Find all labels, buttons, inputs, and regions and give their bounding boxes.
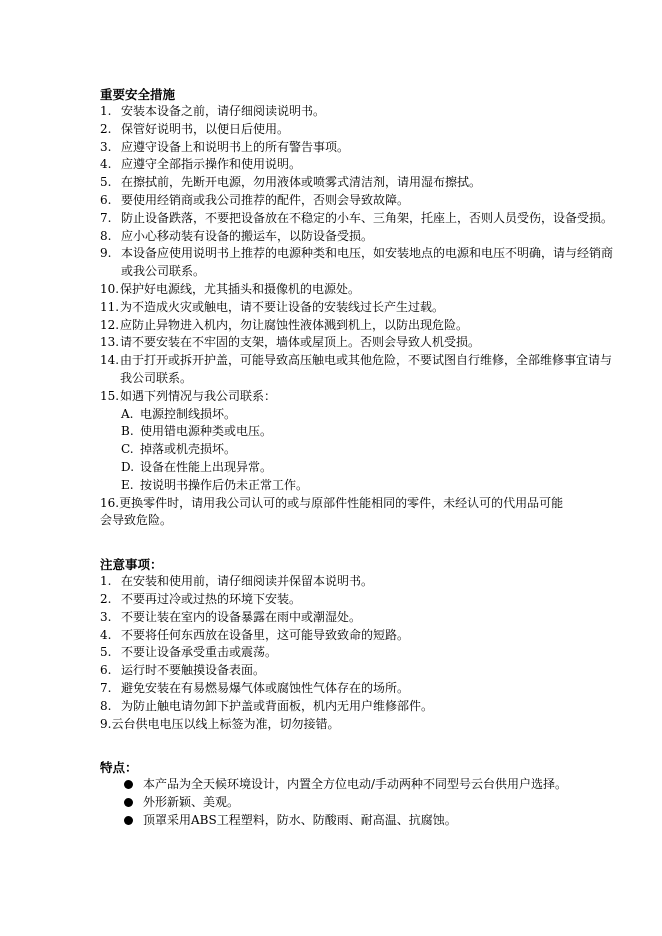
safety-item-15: 15. 如遇下列情况与我公司联系：: [100, 388, 277, 403]
feature-item-2: 外形新颖、美观。: [100, 794, 616, 812]
notes-item-9: 9.云台供电电压以线上标签为准，切勿接错。: [100, 716, 340, 731]
notes-item-8: 8. 为防止触电请勿卸下护盖或背面板，机内无用户维修部件。: [100, 698, 434, 713]
section-spacer: [100, 530, 616, 556]
safety-item-16-line2: 会导致危险。: [100, 513, 173, 528]
safety-subitem-a: A. 电源控制线损坏。: [121, 406, 237, 421]
features-list: [100, 776, 616, 829]
notes-list: [100, 573, 616, 733]
feature-item-1: 本产品为全天候环境设计，内置全方位电动/手动两种不同型号云台供用户选择。: [100, 776, 616, 794]
safety-list: [100, 103, 616, 530]
safety-item-2: 2. 保管好说明书，以便日后使用。: [100, 121, 290, 136]
document-page: [100, 86, 616, 830]
safety-subitem-d: D. 设备在性能上出现异常。: [121, 459, 273, 474]
section-spacer: [100, 733, 616, 759]
safety-item-6: 6. 要使用经销商或我公司推荐的配件，否则会导致故障。: [100, 192, 410, 207]
notes-item-4: 4. 不要将任何东西放在设备里，这可能导致致命的短路。: [100, 627, 410, 642]
bullet-icon: [124, 780, 133, 789]
safety-item-9: 9. 本设备应使用说明书上推荐的电源种类和电压，如安装地点的电源和电压不明确，请与经销商或我公司联系。: [100, 246, 614, 279]
safety-item-3: 3. 应遵守设备上和说明书上的所有警告事项。: [100, 139, 350, 154]
safety-heading: 重要安全措施: [100, 87, 176, 102]
notes-item-2: 2. 不要再过冷或过热的环境下安装。: [100, 591, 302, 606]
notes-item-3: 3. 不要让装在室内的设备暴露在雨中或潮湿处。: [100, 609, 362, 624]
notes-item-1: 1. 在安装和使用前，请仔细阅读并保留本说明书。: [100, 574, 374, 589]
safety-item-10: 10. 保护好电源线，尤其插头和摄像机的电源处。: [100, 281, 361, 296]
feature-item-3: 顶罩采用ABS工程塑料，防水、防酸雨、耐高温、抗腐蚀。: [100, 812, 616, 830]
safety-item-11: 11. 为不造成火灾或触电，请不要让设备的安装线过长产生过载。: [100, 299, 445, 314]
safety-item-4: 4. 应遵守全部指示操作和使用说明。: [100, 157, 302, 172]
features-heading: 特点：: [100, 760, 138, 776]
safety-subitem-c: C. 掉落或机壳损坏。: [121, 442, 237, 457]
safety-item-12: 12. 应防止异物进入机内，勿让腐蚀性液体溅到机上，以防出现危险。: [100, 317, 469, 332]
notes-item-5: 5. 不要让设备承受重击或震荡。: [100, 645, 278, 660]
safety-item-1: 1. 安装本设备之前，请仔细阅读说明书。: [100, 104, 326, 118]
bullet-icon: [124, 798, 133, 807]
safety-item-16-line1: 16.更换零件时，请用我公司认可的或与原部件性能相同的零件，未经认可的代用品可能: [100, 495, 564, 510]
notes-item-7: 7. 避免安装在有易燃易爆气体或腐蚀性气体存在的场所。: [100, 680, 410, 695]
safety-item-5: 5. 在擦拭前，先断开电源，勿用液体或喷雾式清洁剂，请用湿布擦拭。: [100, 175, 482, 190]
notes-heading: 注意事项：: [100, 557, 163, 573]
safety-item-13: 13. 请不要安装在不牢固的支架，墙体或屋顶上。否则会导致人机受损。: [100, 335, 481, 350]
notes-item-6: 6. 运行时不要触摸设备表面。: [100, 663, 266, 678]
bullet-icon: [124, 816, 133, 825]
safety-item-7: 7. 防止设备跌落，不要把设备放在不稳定的小车、三角架，托座上，否则人员受伤，设备受损。: [100, 210, 614, 225]
safety-item-8: 8. 应小心移动装有设备的搬运车，以防设备受损。: [100, 228, 374, 243]
safety-subitem-e: E. 按说明书操作后仍未正常工作。: [121, 477, 309, 492]
safety-item-14: 14. 由于打开或拆开护盖，可能导致高压触电或其他危险，不要试图自行维修，全部维修事宜请与我公司联系。: [100, 353, 613, 385]
safety-subitem-b: B. 使用错电源种类或电压。: [121, 424, 273, 439]
